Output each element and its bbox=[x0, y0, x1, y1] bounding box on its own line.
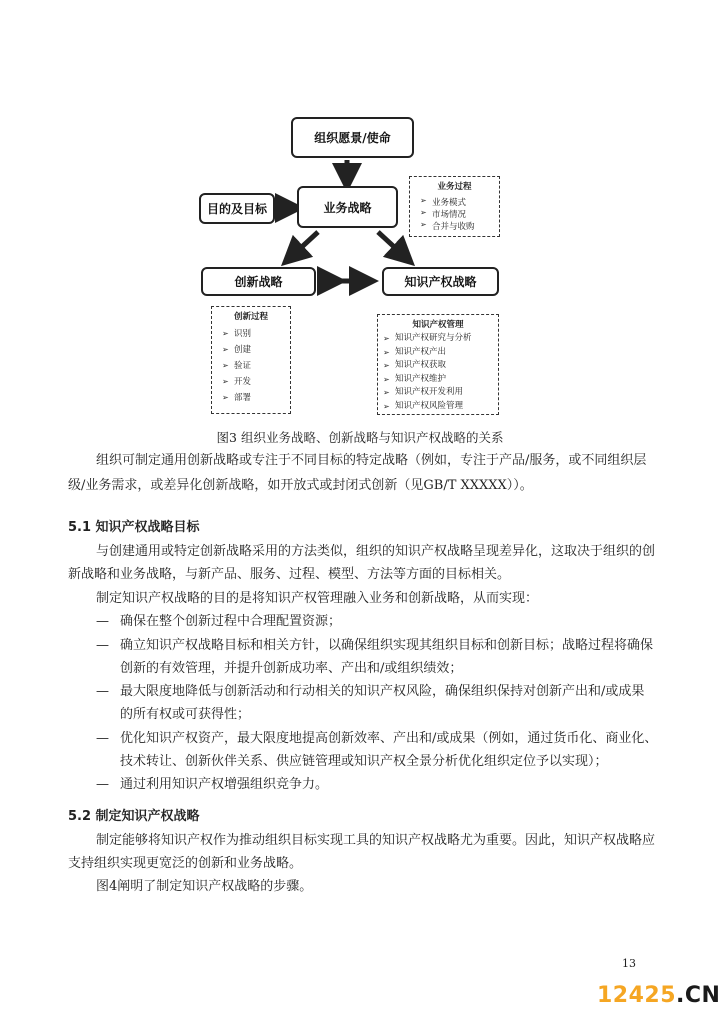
watermark-logo bbox=[597, 983, 720, 1008]
paragraph-line: 制定能够将知识产权作为推动组织目标实现工具的知识产权战略尤为重要。因此，知识产权战略应 bbox=[96, 833, 656, 848]
bullet-item bbox=[96, 634, 653, 657]
bullet-text: 确立知识产权战略目标和相关方针，以确保组织实现其组织目标和创新目标；战略过程将确保 bbox=[120, 638, 654, 653]
watermark-part1: 12425 bbox=[597, 983, 677, 1008]
bullet-continuation: 创新的有效管理，并提升创新成功率、产出和/或组织绩效； bbox=[120, 661, 463, 676]
business-strategy-box: 业务战略 bbox=[297, 186, 398, 228]
innovation-process-list bbox=[212, 326, 290, 406]
list-item: ➢ 知识产权维护 bbox=[383, 373, 498, 387]
paragraph-line: 图4阐明了制定知识产权战略的步骤。 bbox=[96, 879, 313, 894]
bullet-item bbox=[96, 727, 657, 750]
section-heading-5-1: 5.1 知识产权战略目标 bbox=[68, 520, 200, 535]
bullet-item bbox=[96, 680, 644, 703]
list-item: ➢ 合并与收购 bbox=[420, 220, 499, 232]
innovation-process-title: 创新过程 bbox=[233, 312, 268, 322]
ip-management-list bbox=[378, 332, 498, 413]
paragraph-line: 级/业务需求，或差异化创新战略，如开放式或封闭式创新（见GB/T XXXXX））。 bbox=[68, 478, 533, 493]
page-number: 13 bbox=[622, 957, 636, 970]
ip-strategy-box: 知识产权战略 bbox=[382, 267, 499, 296]
paragraph-line: 支持组织实现更宽泛的创新和业务战略。 bbox=[68, 856, 303, 871]
bullet-text: 最大限度地降低与创新活动和行动相关的知识产权风险，确保组织保持对创新产出和/或成果 bbox=[120, 684, 645, 699]
business-process-box bbox=[409, 176, 500, 237]
watermark-part2: .CN bbox=[676, 983, 720, 1008]
bullet-dash: — bbox=[96, 731, 109, 746]
bullet-item bbox=[96, 773, 328, 796]
list-item: ➢ 业务模式 bbox=[420, 196, 499, 208]
bullet-dash: — bbox=[96, 777, 109, 792]
innovation-strategy-box: 创新战略 bbox=[201, 267, 316, 296]
business-process-list bbox=[410, 196, 499, 232]
paragraph-line: 制定知识产权战略的目的是将知识产权管理融入业务和创新战略，从而实现： bbox=[96, 591, 539, 606]
ip-management-box bbox=[377, 314, 499, 415]
vision-box: 组织愿景/使命 bbox=[291, 117, 414, 158]
list-item: ➢ 验证 bbox=[222, 358, 290, 374]
innovation-process-box bbox=[211, 306, 291, 414]
bullet-text: 确保在整个创新过程中合理配置资源； bbox=[120, 614, 342, 629]
list-item: ➢ 开发 bbox=[222, 374, 290, 390]
list-item: ➢ 知识产权风险管理 bbox=[383, 400, 498, 414]
bullet-dash: — bbox=[96, 638, 109, 653]
list-item: ➢ 知识产权研究与分析 bbox=[383, 332, 498, 346]
paragraph-line: 组织可制定通用创新战略或专注于不同目标的特定战略（例如，专注于产品/服务，或不同组织层 bbox=[96, 453, 647, 468]
section-heading-5-2: 5.2 制定知识产权战略 bbox=[68, 809, 200, 824]
bullet-dash: — bbox=[96, 614, 109, 629]
bullet-dash: — bbox=[96, 684, 109, 699]
paragraph-line: 与创建通用或特定创新战略采用的方法类似，组织的知识产权战略呈现差异化，这取决于组织的创 bbox=[96, 544, 656, 559]
goals-box: 目的及目标 bbox=[199, 193, 275, 224]
bullet-text: 优化知识产权资产，最大限度地提高创新效率、产出和/或成果（例如，通过货币化、商业化、 bbox=[120, 731, 658, 746]
list-item: ➢ 市场情况 bbox=[420, 208, 499, 220]
bullet-item bbox=[96, 610, 341, 633]
paragraph-line: 新战略和业务战略，与新产品、服务、过程、模型、方法等方面的目标相关。 bbox=[68, 567, 511, 582]
list-item: ➢ 知识产权获取 bbox=[383, 359, 498, 373]
list-item: ➢ 知识产权开发利用 bbox=[383, 386, 498, 400]
list-item: ➢ 部署 bbox=[222, 390, 290, 406]
figure-caption: 图3 组织业务战略、创新战略与知识产权战略的关系 bbox=[216, 430, 504, 445]
ip-management-title: 知识产权管理 bbox=[412, 320, 464, 330]
business-process-title: 业务过程 bbox=[437, 182, 472, 192]
bullet-text: 通过利用知识产权增强组织竞争力。 bbox=[120, 777, 329, 792]
list-item: ➢ 识别 bbox=[222, 326, 290, 342]
bullet-continuation: 的所有权或可获得性； bbox=[120, 707, 251, 722]
arrow-business-to-innovation bbox=[292, 232, 318, 256]
arrow-business-to-ip bbox=[378, 232, 404, 256]
bullet-continuation: 技术转让、创新伙伴关系、供应链管理或知识产权全景分析优化组织定位予以实现）； bbox=[120, 754, 608, 769]
list-item: ➢ 创建 bbox=[222, 342, 290, 358]
list-item: ➢ 知识产权产出 bbox=[383, 346, 498, 360]
